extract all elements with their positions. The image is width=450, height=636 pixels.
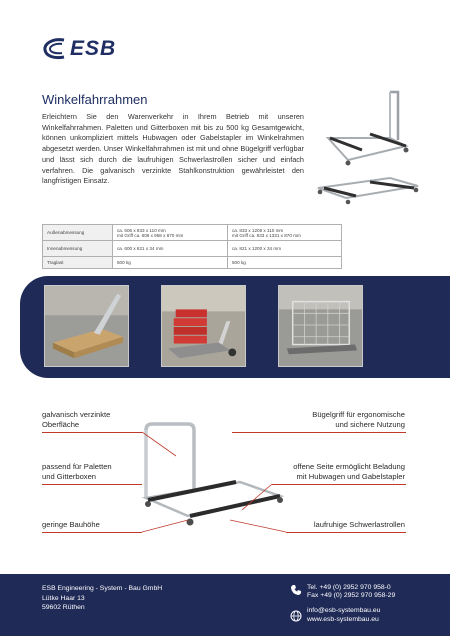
street: Lütke Haar 13 (42, 594, 85, 602)
feature-pointer (142, 430, 182, 460)
feature-pallets: passend für Paletten und Gitterboxen (42, 462, 112, 481)
feature-open-side: offene Seite ermöglicht Beladung mit Hubwagen und Gabelstapler (293, 462, 405, 481)
city: 59602 Rüthen (42, 604, 85, 612)
spec-cell: ca. 606 x 833 x 110 mm mit Griff ca. 606 x 958 x 870 mm (113, 225, 228, 241)
spec-label: Innenabmessung (43, 241, 113, 257)
spec-cell: 500 kg (113, 257, 228, 269)
spec-cell: 500 kg (228, 257, 342, 269)
gitterbox-photo (278, 285, 363, 367)
footer-contact (307, 584, 395, 601)
feature-underline (232, 432, 406, 433)
website-link[interactable]: www.esb-systembau.eu (307, 616, 379, 624)
table-row (43, 257, 342, 269)
spec-cell: ca. 833 x 1206 x 110 mm mit Griff ca. 833 x 1331 x 870 mm (228, 225, 342, 241)
footer (0, 574, 450, 636)
feature-underline (286, 532, 406, 533)
frame-with-handle-image (318, 88, 418, 168)
footer-web (307, 606, 380, 624)
logo-text: ESB (70, 37, 117, 60)
table-row (43, 225, 342, 241)
phone-number[interactable]: Tel. +49 (0) 2952 970 958-0 (307, 584, 391, 591)
feature-underline (42, 432, 142, 433)
feature-underline (272, 484, 406, 485)
phone-icon (290, 584, 302, 596)
esb-logo (42, 36, 116, 62)
spec-label: Außenabmessung (43, 225, 113, 241)
company-name: ESB Engineering - System - Bau GmbH (42, 585, 163, 592)
page-title: Winkelfahrrahmen (42, 92, 148, 107)
feature-castors: laufruhige Schwerlastrollen (313, 520, 405, 529)
globe-icon (290, 610, 302, 622)
frame-without-handle-image (310, 168, 425, 208)
pallet-photo (44, 285, 129, 367)
spec-table (42, 224, 342, 269)
feature-pointer (228, 518, 288, 536)
crates-photo (161, 285, 246, 367)
intro-text: Erleichtern Sie den Warenverkehr in Ihrem Betrieb mit unseren Winkelfahrrahmen. Paletten und Gitterboxen mit bis zu 500 kg Gesamtgewicht, können unkompliziert mittels Hubwagen oder Gabelstapler im Winkelrahmen abgesetzt werden. Unser Winkelfahrrahmen ist mit und ohne Bügelgriff verfügbar und lässt sich durch die laufruhigen Schwerlastrollen sicher und einfach verfahren. Die galvanisch verzinkte Stahlkonstruktion gewährleistet den langfristigen Einsatz. (42, 112, 304, 186)
spec-cell: ca. 821 x 1200 x 34 mm (228, 241, 342, 257)
feature-underline (42, 484, 142, 485)
feature-handle: Bügelgriff für ergonomische und sichere Nutzung (312, 410, 405, 429)
table-row (43, 241, 342, 257)
esb-swoosh-icon (42, 36, 68, 62)
feature-pointer (142, 518, 192, 536)
spec-label: Traglast (43, 257, 113, 269)
email-link[interactable]: info@esb-systembau.eu (307, 607, 381, 614)
footer-address (42, 584, 162, 613)
feature-pointer (240, 484, 274, 514)
fax-number: Fax +49 (0) 2952 970 958-29 (307, 592, 396, 600)
feature-galvanized: galvanisch verzinkte Oberfläche (42, 410, 111, 429)
feature-low-height: geringe Bauhöhe (42, 520, 100, 529)
spec-cell: ca. 600 x 821 x 34 mm (113, 241, 228, 257)
photo-band (20, 276, 450, 378)
feature-underline (42, 532, 142, 533)
